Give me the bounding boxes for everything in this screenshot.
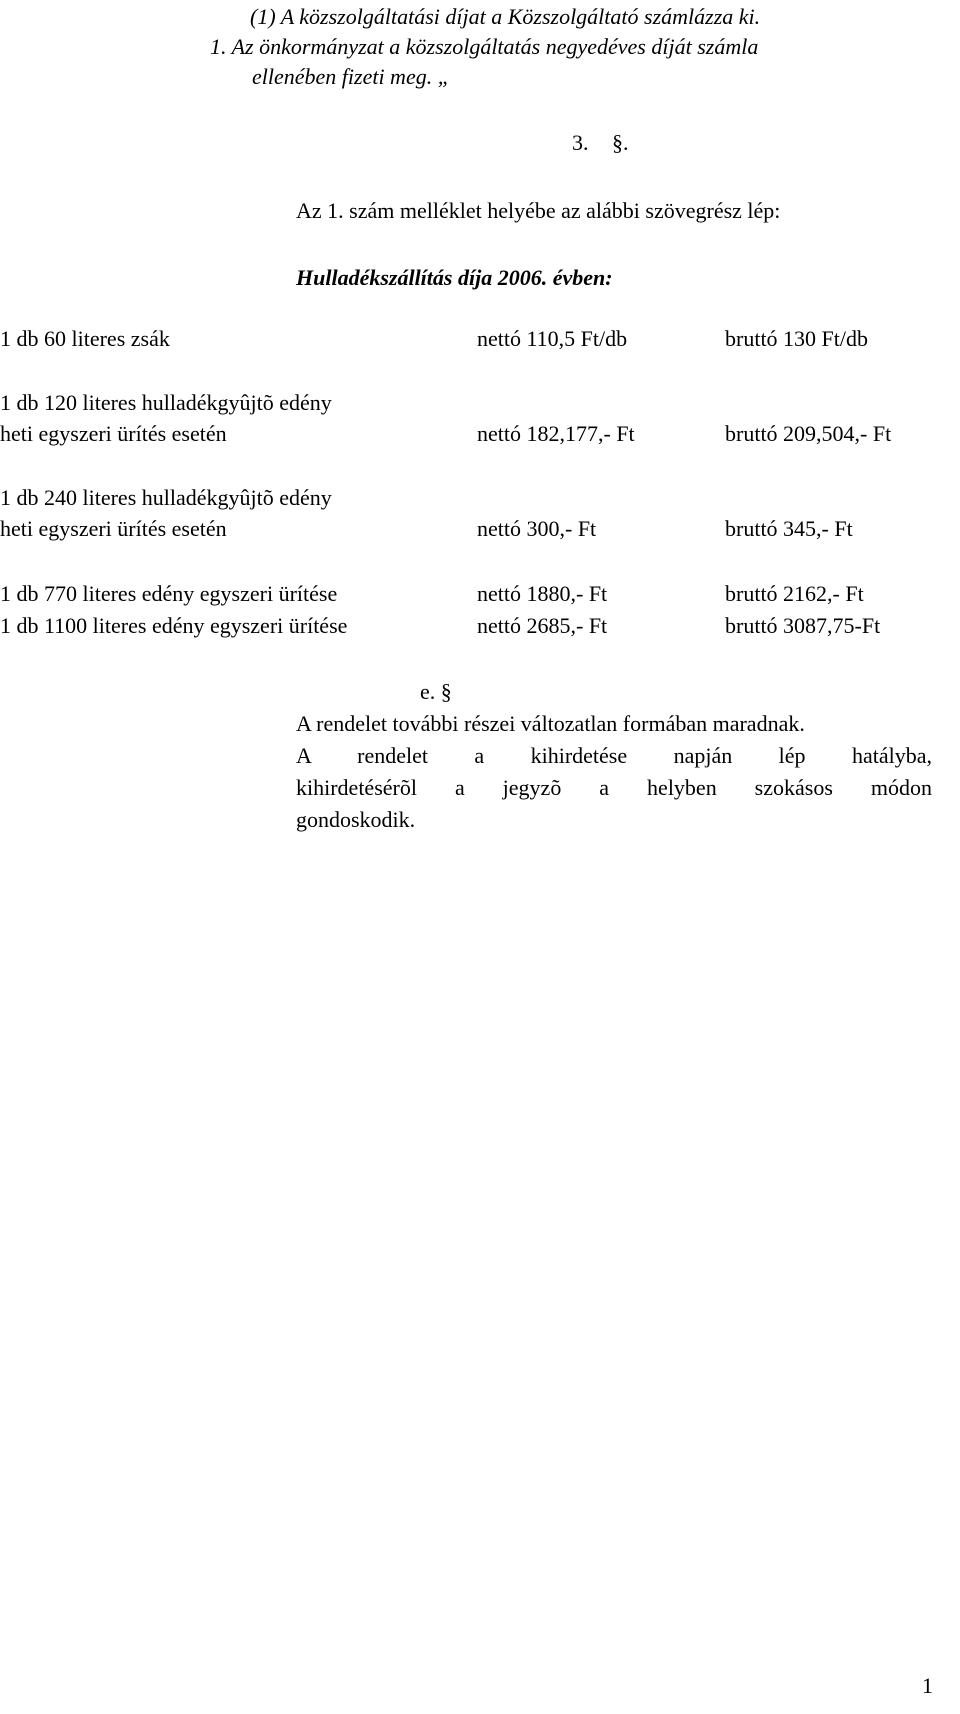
netto-price: nettó 182,177,- Ft xyxy=(477,421,635,446)
item-label-line-1: 1 db 120 literes hulladékgyûjtõ edény xyxy=(0,390,332,415)
price-row xyxy=(0,325,960,353)
netto-price: nettó 110,5 Ft/db xyxy=(477,326,628,351)
brutto-price: bruttó 3087,75-Ft xyxy=(725,613,881,638)
section-sign: §. xyxy=(612,130,629,155)
item-label: heti egyszeri ürítés esetén xyxy=(0,516,227,541)
item-label: 1 db 1100 literes edény egyszeri ürítése xyxy=(0,613,348,638)
intro-line-1: (1) A közszolgáltatási díjat a Közszolgáltató számlázza ki. xyxy=(250,4,761,29)
closing-line-2: A rendelet a kihirdetése napján lép hatályba, xyxy=(296,743,932,768)
price-row xyxy=(0,420,960,448)
closing-line-4: gondoskodik. xyxy=(296,807,416,832)
closing-line-1: A rendelet további részei változatlan formában maradnak. xyxy=(296,711,805,736)
intro-line-2: 1. Az önkormányzat a közszolgáltatás negyedéves díját számla xyxy=(210,34,759,59)
brutto-price: bruttó 209,504,- Ft xyxy=(725,421,892,446)
price-row xyxy=(0,612,960,640)
brutto-price: bruttó 345,- Ft xyxy=(725,516,853,541)
item-label: heti egyszeri ürítés esetén xyxy=(0,421,227,446)
netto-price: nettó 2685,- Ft xyxy=(477,613,608,638)
item-label: 1 db 60 literes zsák xyxy=(0,326,170,351)
netto-price: nettó 300,- Ft xyxy=(477,516,597,541)
item-label-line-1: 1 db 240 literes hulladékgyûjtõ edény xyxy=(0,485,332,510)
price-row-label-line xyxy=(0,389,960,417)
closing-heading: e. § xyxy=(420,679,452,704)
section-number: 3. xyxy=(572,130,589,155)
brutto-price: bruttó 2162,- Ft xyxy=(725,581,864,606)
brutto-price: bruttó 130 Ft/db xyxy=(725,326,869,351)
section-text: Az 1. szám melléklet helyébe az alábbi szövegrész lép: xyxy=(296,198,781,223)
page-number: 1 xyxy=(922,1673,933,1698)
price-row xyxy=(0,515,960,543)
netto-price: nettó 1880,- Ft xyxy=(477,581,608,606)
section-subtitle: Hulladékszállítás díja 2006. évben: xyxy=(296,265,613,290)
intro-line-3: ellenében fizeti meg. „ xyxy=(252,64,450,89)
closing-line-3: kihirdetésérõl a jegyzõ a helyben szokásos módon xyxy=(296,775,932,800)
price-row xyxy=(0,580,960,608)
price-row-label-line xyxy=(0,484,960,512)
item-label: 1 db 770 literes edény egyszeri ürítése xyxy=(0,581,338,606)
